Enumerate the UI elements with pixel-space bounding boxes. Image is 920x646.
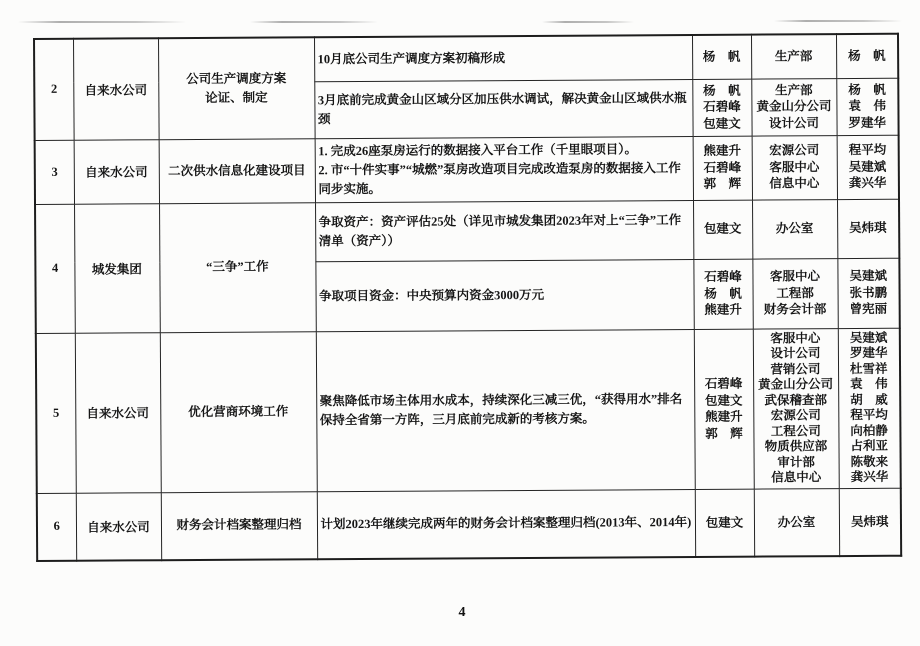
leader-cell: 杨 帆 袁 伟 罗建华 <box>836 78 898 135</box>
serial-cell: 5 <box>36 333 76 493</box>
company-cell: 自来水公司 <box>74 139 159 204</box>
table-row <box>37 488 901 561</box>
responsible-cell: 杨 帆 石碧峰 包建文 <box>692 79 751 136</box>
department-cell: 办公室 <box>754 488 839 557</box>
task-cell: 计划2023年继续完成两年的财务会计档案整理归档(2013年、2014年) <box>317 489 695 559</box>
scan-artifact-line <box>250 21 378 23</box>
company-cell: 自来水公司 <box>75 332 161 493</box>
task-cell: 争取资产：资产评估25处（详见市城发集团2023年对上“三争”工作清单（资产）） <box>315 200 693 261</box>
project-cell: 优化营商环境工作 <box>160 331 317 492</box>
task-cell: 聚焦降低市场主体用水成本，持续深化三减三优，“获得用水”排名保持全省第一方阵，三月底前完成新的考核方案。 <box>316 329 695 491</box>
serial-cell: 4 <box>35 204 75 333</box>
task-cell: 3月底前完成黄金山区域分区加压供水调试，解决黄金山区域供水瓶颈 <box>314 79 692 138</box>
leader-cell: 程平均 吴建斌 龚兴华 <box>837 135 899 199</box>
scan-artifact-line <box>542 21 634 23</box>
leader-cell: 杨 帆 <box>836 34 898 78</box>
table-row <box>34 34 898 83</box>
serial-cell: 3 <box>35 140 74 204</box>
scan-artifact-line <box>774 20 902 22</box>
table-row <box>36 328 901 493</box>
project-cell: 公司生产调度方案 论证、制定 <box>158 37 315 139</box>
table-row <box>35 199 899 263</box>
work-plan-table-wrap <box>33 33 902 562</box>
department-cell: 生产部 <box>751 34 836 79</box>
responsible-cell: 包建文 <box>693 200 752 259</box>
leader-cell: 吴建斌 张书鹏 曾宪丽 <box>837 258 899 328</box>
department-cell: 客服中心 工程部 财务会计部 <box>752 258 837 329</box>
leader-cell: 吴炜琪 <box>839 488 901 556</box>
task-cell: 1. 完成26座泵房运行的数据接入平台工作（千里眼项目）。 2. 市“十件实事”“城燃”泵房改造项目完成改造泵房的数据接入工作同步实施。 <box>315 136 693 202</box>
scan-artifact-line <box>18 21 186 23</box>
serial-cell: 6 <box>37 493 76 561</box>
responsible-cell: 包建文 <box>695 489 754 557</box>
company-cell: 自来水公司 <box>73 38 159 140</box>
serial-cell: 2 <box>34 39 74 140</box>
leader-cell: 吴炜琪 <box>837 199 899 258</box>
responsible-cell: 石碧峰 杨 帆 熊建升 <box>693 259 752 329</box>
project-cell: 财务会计档案整理归档 <box>161 491 317 560</box>
page-number: 4 <box>458 605 466 620</box>
company-cell: 城发集团 <box>74 203 160 333</box>
department-cell: 生产部 黄金山分公司 设计公司 <box>751 78 836 136</box>
task-cell: 10月底公司生产调度方案初稿形成 <box>314 35 692 81</box>
responsible-cell: 杨 帆 <box>692 35 751 79</box>
table-row <box>35 135 899 204</box>
department-cell: 客服中心 设计公司 营销公司 黄金山分公司 武保稽查部 宏源公司 工程公司 物质供应部 审计部 信息中心 <box>753 328 839 489</box>
responsible-cell: 石碧峰 包建文 熊建升 郭 辉 <box>694 329 754 489</box>
work-plan-table <box>33 33 902 562</box>
task-cell: 争取项目资金：中央预算内资金3000万元 <box>315 259 693 331</box>
department-cell: 宏源公司 客服中心 信息中心 <box>752 135 837 200</box>
company-cell: 自来水公司 <box>76 492 161 561</box>
project-cell: “三争”工作 <box>159 202 316 332</box>
responsible-cell: 熊建升 石碧峰 郭 辉 <box>693 136 752 200</box>
leader-cell: 吴建斌 罗建华 杜雪祥 袁 伟 胡 威 程平均 向柏静 占利亚 陈敬来 龚兴华 <box>838 328 901 488</box>
project-cell: 二次供水信息化建设项目 <box>159 138 315 203</box>
department-cell: 办公室 <box>752 199 837 259</box>
